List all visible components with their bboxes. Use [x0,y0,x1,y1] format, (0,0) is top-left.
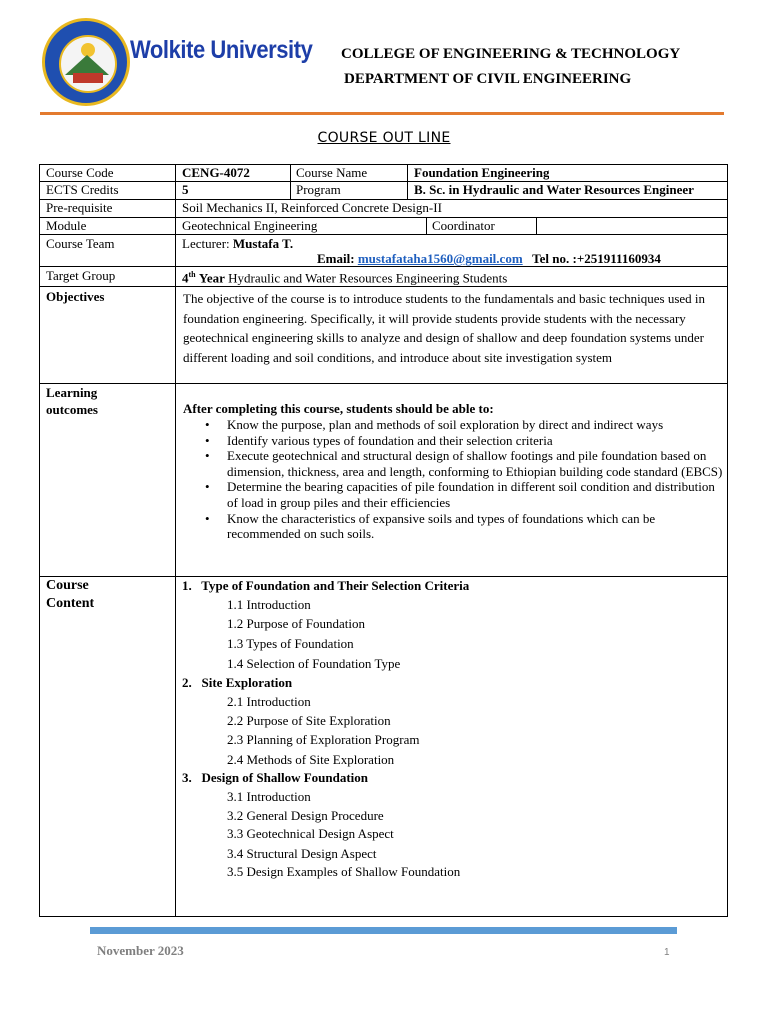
section-3-title [182,770,368,786]
column-divider [407,165,408,199]
target-year-suffix: th [188,270,196,279]
list-item: • Determine the bearing capacities of pile foundation in different soil condition and distribution of load in group piles and their efficiencies [205,479,725,510]
lecturer-label: Lecturer: [182,236,230,251]
learning-outcomes-intro: After completing this course, students should be able to: [183,401,494,416]
subsection: 2.1 Introduction [227,694,311,709]
learning-outcomes-list [205,417,725,542]
telephone: Tel no. :+251911160934 [532,251,661,266]
department-name: DEPARTMENT OF CIVIL ENGINEERING [344,71,632,87]
subsection: 3.2 General Design Procedure [227,808,384,823]
section-title: Design of Shallow Foundation [201,770,369,785]
email-label: Email: [317,251,355,266]
course-name-value: Foundation Engineering [414,165,550,180]
course-content-label-1: Course [46,578,89,593]
course-code-label: Course Code [46,165,114,180]
course-content-label-2: Content [46,596,95,611]
target-year-word: Year [198,270,225,286]
target-group-value [182,267,507,286]
list-item: • Identify various types of foundation and their selection criteria [205,433,725,449]
prerequisite-label: Pre-requisite [46,200,113,215]
university-logo [42,18,130,106]
section-number: 2. [182,675,192,690]
target-group-label: Target Group [46,268,116,283]
learning-outcomes-label-2: outcomes [46,402,98,417]
page-number: 1 [664,947,670,958]
list-item: • Know the purpose, plan and methods of soil exploration by direct and indirect ways [205,417,725,433]
section-1-title [182,578,469,594]
row-divider [40,576,727,577]
list-item: • Know the characteristics of expansive soils and types of foundations which can be recommended on such soils. [205,511,725,542]
module-label: Module [46,218,87,233]
footer-divider [90,927,677,934]
learning-outcomes-label-1: Learning [46,385,98,400]
list-item: • Execute geotechnical and structural design of shallow footings and pile foundation based on dimension, thickness, area and length, conforming to Ethiopian building code standard (EBCS) [205,448,725,479]
course-code-value: CENG-4072 [182,165,250,180]
header-divider [40,112,724,115]
footer-date: November 2023 [97,943,184,958]
row-divider [40,383,727,384]
university-name: Wolkite University [130,36,313,64]
objectives-text: The objective of the course is to introduce students to the fundamentals and basic techniques used in foundation engineering. Specifically, it will provide students provide students with the necessary geotechnical engineering skills to analyze and design of shallow and deep foundation systems under different loading and soil conditions, and introduce about site investigation system [183,291,706,365]
row-divider [40,217,727,218]
target-year: 4 [182,270,189,286]
coordinator-label: Coordinator [432,218,495,233]
logo-book [73,73,103,83]
column-divider [426,217,427,234]
section-number: 3. [182,770,192,785]
subsection: 3.5 Design Examples of Shallow Foundation [227,864,461,879]
module-value: Geotechnical Engineering [182,218,318,233]
lecturer-line [182,236,293,252]
column-divider [290,165,291,199]
contact-line [317,251,661,267]
subsection: 3.3 Geotechnical Design Aspect [227,826,394,841]
subsection: 2.2 Purpose of Site Exploration [227,713,391,728]
row-divider [40,234,727,235]
document-title: COURSE OUT LINE [317,130,451,146]
column-divider [175,165,176,916]
logo-emblem [59,35,117,93]
ects-label: ECTS Credits [46,182,119,197]
subsection: 2.4 Methods of Site Exploration [227,752,395,767]
lecturer-name: Mustafa T. [232,236,294,251]
ects-value: 5 [182,182,189,197]
course-outline-table [39,164,728,917]
objectives-label: Objectives [46,289,105,304]
subsection: 1.1 Introduction [227,597,311,612]
section-2-title [182,675,292,691]
section-title: Type of Foundation and Their Selection Criteria [201,578,470,593]
column-divider [536,217,537,234]
program-value: B. Sc. in Hydraulic and Water Resources Engineer [414,182,694,197]
course-name-label: Course Name [296,165,368,180]
prerequisite-value: Soil Mechanics II, Reinforced Concrete Design-II [182,200,442,215]
subsection: 1.4 Selection of Foundation Type [227,656,401,671]
target-group-text: Hydraulic and Water Resources Engineering Students [228,270,508,286]
section-title: Site Exploration [201,675,293,690]
logo-mountain [65,55,109,75]
subsection: 3.4 Structural Design Aspect [227,846,377,861]
email-link[interactable]: mustafataha1560@gmail.com [357,251,523,266]
subsection: 2.3 Planning of Exploration Program [227,732,420,747]
subsection: 3.1 Introduction [227,789,311,804]
subsection: 1.3 Types of Foundation [227,636,354,651]
course-team-label: Course Team [46,236,115,251]
college-name: COLLEGE OF ENGINEERING & TECHNOLOGY [341,46,681,62]
program-label: Program [296,182,341,197]
subsection: 1.2 Purpose of Foundation [227,616,365,631]
section-number: 1. [182,578,192,593]
